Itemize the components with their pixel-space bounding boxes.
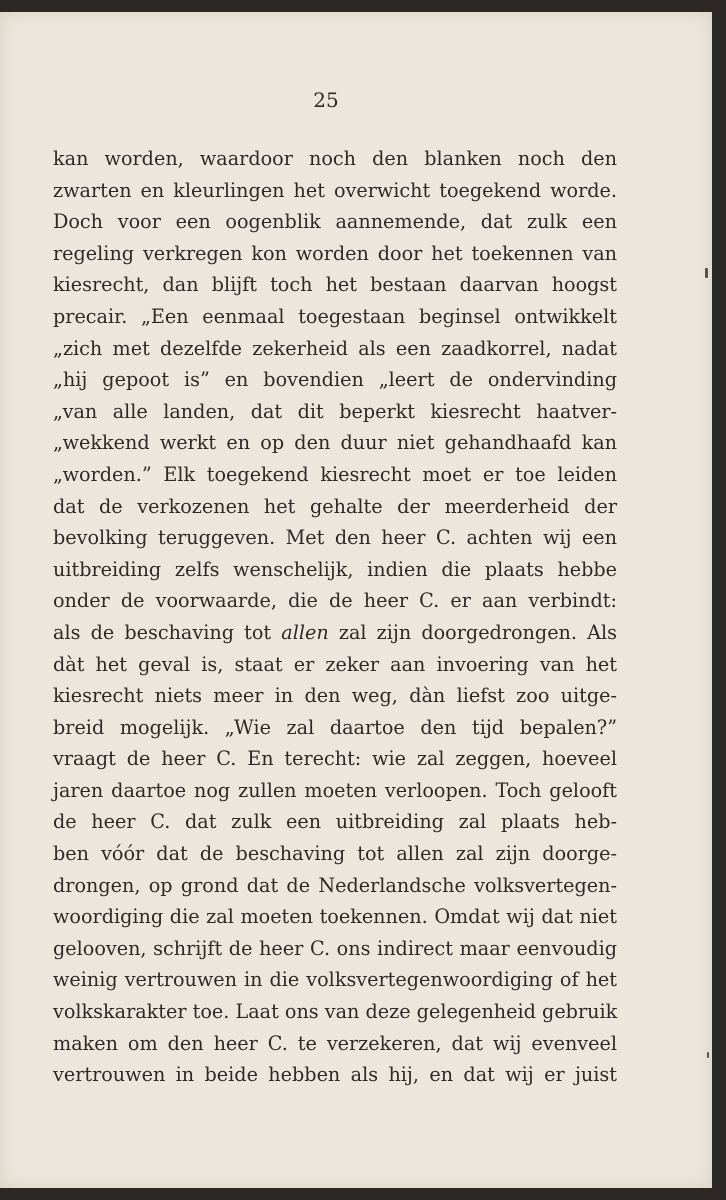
text-line: vraagt de heer C. En terecht: wie zal zeggen, hoeveel — [53, 747, 617, 771]
text-segment: als de beschaving tot — [53, 620, 282, 644]
text-line: ben vóór dat de beschaving tot allen zal zijn doorge- — [53, 842, 617, 866]
text-line: uitbreiding zelfs wenschelijk, indien die plaats hebbe — [53, 557, 617, 581]
text-segment: zal zijn doorgedrongen. Als — [328, 620, 617, 644]
text-line: drongen, op grond dat de Nederlandsche volksvertegen- — [53, 873, 617, 897]
text-line: regeling verkregen kon worden door het toekennen van — [53, 241, 617, 265]
text-line: gelooven, schrijft de heer C. ons indirect maar eenvoudig — [53, 936, 617, 960]
text-line: bevolking teruggeven. Met den heer C. achten wij een — [53, 526, 617, 550]
emphasized-word: allen — [281, 620, 329, 644]
text-line: kiesrecht niets meer in den weg, dàn liefst zoo uitge- — [53, 684, 617, 708]
text-line: volkskarakter toe. Laat ons van deze gelegenheid gebruik — [53, 1000, 618, 1024]
text-line: „worden.” Elk toegekend kiesrecht moet er toe leiden — [53, 462, 617, 486]
text-line: maken om den heer C. te verzekeren, dat wij evenveel — [53, 1031, 617, 1055]
text-line: precair. „Een eenmaal toegestaan beginsel ontwikkelt — [53, 304, 617, 328]
text-line: jaren daartoe nog zullen moeten verloopen. Toch gelooft — [53, 778, 617, 802]
text-line: kiesrecht, dan blijft toch het bestaan daarvan hoogst — [53, 273, 617, 297]
text-line: weinig vertrouwen in die volksvertegenwoordiging of het — [53, 968, 617, 992]
margin-speck — [707, 1052, 709, 1058]
text-line — [53, 617, 617, 649]
text-line: breid mogelijk. „Wie zal daartoe den tijd bepalen?” — [53, 715, 617, 739]
body-text — [53, 143, 617, 1091]
text-line: vertrouwen in beide hebben als hij, en dat wij er juist — [53, 1063, 617, 1087]
text-line: de heer C. dat zulk een uitbreiding zal plaats heb- — [53, 810, 617, 834]
text-line: „wekkend werkt en op den duur niet gehandhaafd kan — [53, 431, 617, 455]
text-line: „van alle landen, dat dit beperkt kiesrecht haatver- — [53, 399, 617, 423]
text-line: kan worden, waardoor noch den blanken noch den — [53, 147, 617, 170]
text-line: „hij gepoot is” en bovendien „leert de ondervinding — [53, 368, 617, 392]
text-line: onder de voorwaarde, die de heer C. er aan verbindt: — [53, 589, 617, 613]
text-line: „zich met dezelfde zekerheid als een zaadkorrel, nadat — [53, 336, 617, 360]
text-line: woordiging die zal moeten toekennen. Omdat wij dat niet — [53, 905, 617, 929]
book-page — [0, 12, 712, 1188]
text-line: zwarten en kleurlingen het overwicht toegekend worde. — [53, 178, 617, 202]
page-number: 25 — [313, 88, 339, 112]
text-line: Doch voor een oogenblik aannemende, dat zulk een — [53, 210, 617, 234]
text-line: dàt het geval is, staat er zeker aan invoering van het — [53, 652, 617, 676]
margin-speck — [705, 268, 708, 278]
text-line: dat de verkozenen het gehalte der meerderheid der — [53, 494, 617, 518]
